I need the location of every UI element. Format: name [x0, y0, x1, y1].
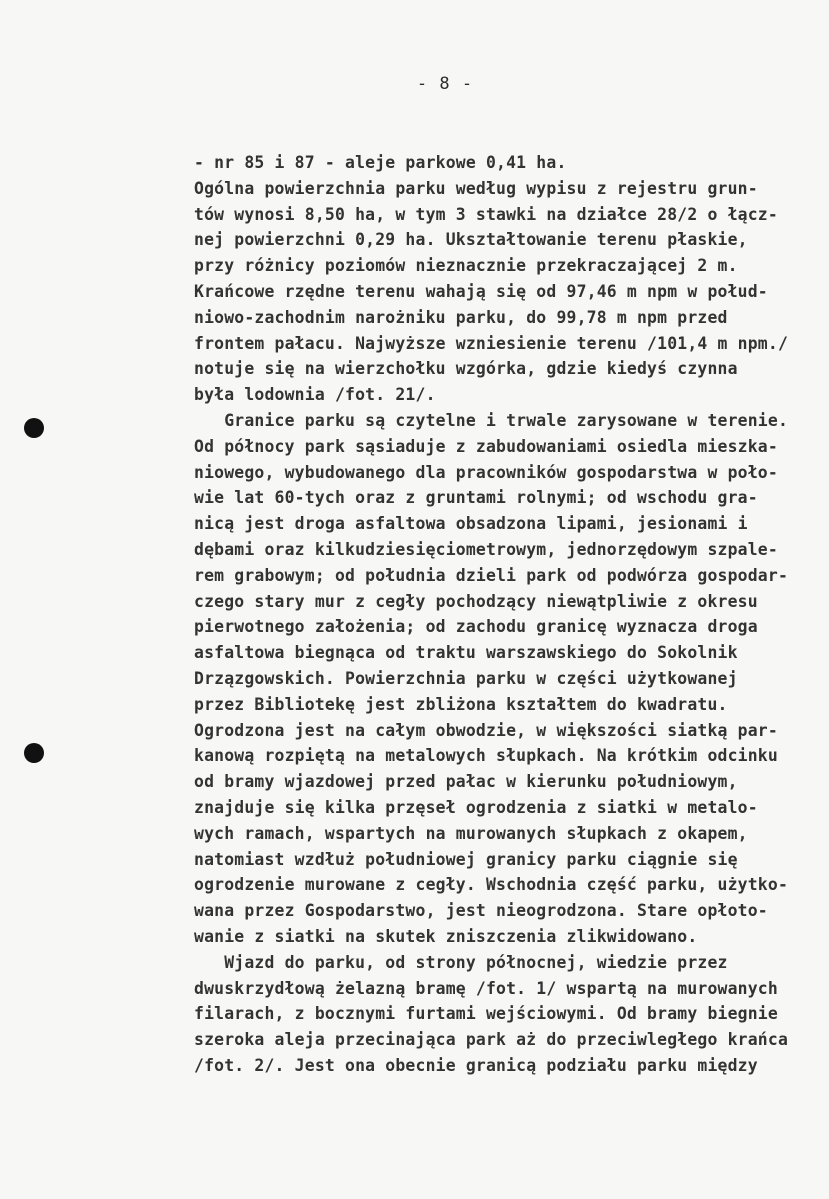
body-text — [194, 150, 814, 1079]
page-number: - 8 - — [416, 74, 474, 94]
text-line: tów wynosi 8,50 ha, w tym 3 stawki na działce 28/2 o łącz- — [194, 204, 778, 224]
text-line: pierwotnego założenia; od zachodu granicę wyznacza droga — [194, 617, 758, 637]
text-line: przy różnicy poziomów nieznacznie przekraczającej 2 m. — [194, 256, 738, 276]
text-line: Wjazd do parku, od strony północnej, wiedzie przez — [194, 952, 728, 972]
text-line: Ogrodzona jest na całym obwodzie, w większości siatką par- — [194, 720, 778, 740]
text-line: dębami oraz kilkudziesięciometrowym, jednorzędowym szpale- — [194, 539, 778, 559]
text-line: asfaltowa biegnąca od traktu warszawskiego do Sokolnik — [194, 643, 738, 663]
punch-hole-top — [24, 418, 44, 438]
text-line: wych ramach, wspartych na murowanych słupkach z okapem, — [194, 823, 748, 843]
text-line: filarach, z bocznymi furtami wejściowymi. Od bramy biegnie — [194, 1004, 778, 1024]
text-line: nicą jest droga asfaltowa obsadzona lipami, jesionami i — [194, 514, 748, 534]
text-line: niowego, wybudowanego dla pracowników gospodarstwa w poło- — [194, 462, 778, 482]
text-line: Ogólna powierzchnia parku według wypisu z rejestru grun- — [194, 178, 758, 198]
text-line: frontem pałacu. Najwyższe wzniesienie terenu /101,4 m npm./ — [194, 333, 789, 353]
text-line: Krańcowe rzędne terenu wahają się od 97,46 m npm w połud- — [194, 281, 768, 301]
text-line: - nr 85 i 87 - aleje parkowe 0,41 ha. — [194, 153, 567, 172]
text-line: wie lat 60-tych oraz z gruntami rolnymi; od wschodu gra- — [194, 488, 758, 508]
text-line: wana przez Gospodarstwo, jest nieogrodzona. Stare opłoto- — [194, 901, 768, 921]
text-line: Granice parku są czytelne i trwale zarysowane w terenie. — [194, 410, 789, 430]
text-line: czego stary mur z cegły pochodzący niewątpliwie z okresu — [194, 591, 758, 611]
text-line: od bramy wjazdowej przed pałac w kierunku południowym, — [194, 772, 738, 792]
text-line: natomiast wzdłuż południowej granicy parku ciągnie się — [194, 849, 738, 869]
text-line: była lodownia /fot. 21/. — [194, 385, 436, 405]
text-line: ogrodzenie murowane z cegły. Wschodnia część parku, użytko- — [194, 875, 789, 895]
punch-hole-bottom — [24, 743, 44, 763]
text-line: szeroka aleja przecinająca park aż do przeciwległego krańca — [194, 1030, 789, 1050]
text-line: Drzązgowskich. Powierzchnia parku w części użytkowanej — [194, 668, 738, 688]
text-line: wanie z siatki na skutek zniszczenia zlikwidowano. — [194, 926, 698, 946]
text-line: znajduje się kilka przęseł ogrodzenia z siatki w metalo- — [194, 797, 758, 817]
text-line: notuje się na wierzchołku wzgórka, gdzie kiedyś czynna — [194, 359, 738, 379]
text-line: niowo-zachodnim narożniku parku, do 99,78 m npm przed — [194, 307, 728, 327]
text-line: /fot. 2/. Jest ona obecnie granicą podziału parku między — [194, 1055, 758, 1075]
text-line: nej powierzchni 0,29 ha. Ukształtowanie terenu płaskie, — [194, 230, 748, 250]
text-line: przez Bibliotekę jest zbliżona kształtem do kwadratu. — [194, 694, 728, 714]
text-line: Od północy park sąsiaduje z zabudowaniami osiedla mieszka- — [194, 436, 778, 456]
text-line: dwuskrzydłową żelazną bramę /fot. 1/ wspartą na murowanych — [194, 978, 778, 998]
text-line: kanową rozpiętą na metalowych słupkach. Na krótkim odcinku — [194, 746, 778, 766]
text-line: rem grabowym; od południa dzieli park od podwórza gospodar- — [194, 565, 789, 585]
